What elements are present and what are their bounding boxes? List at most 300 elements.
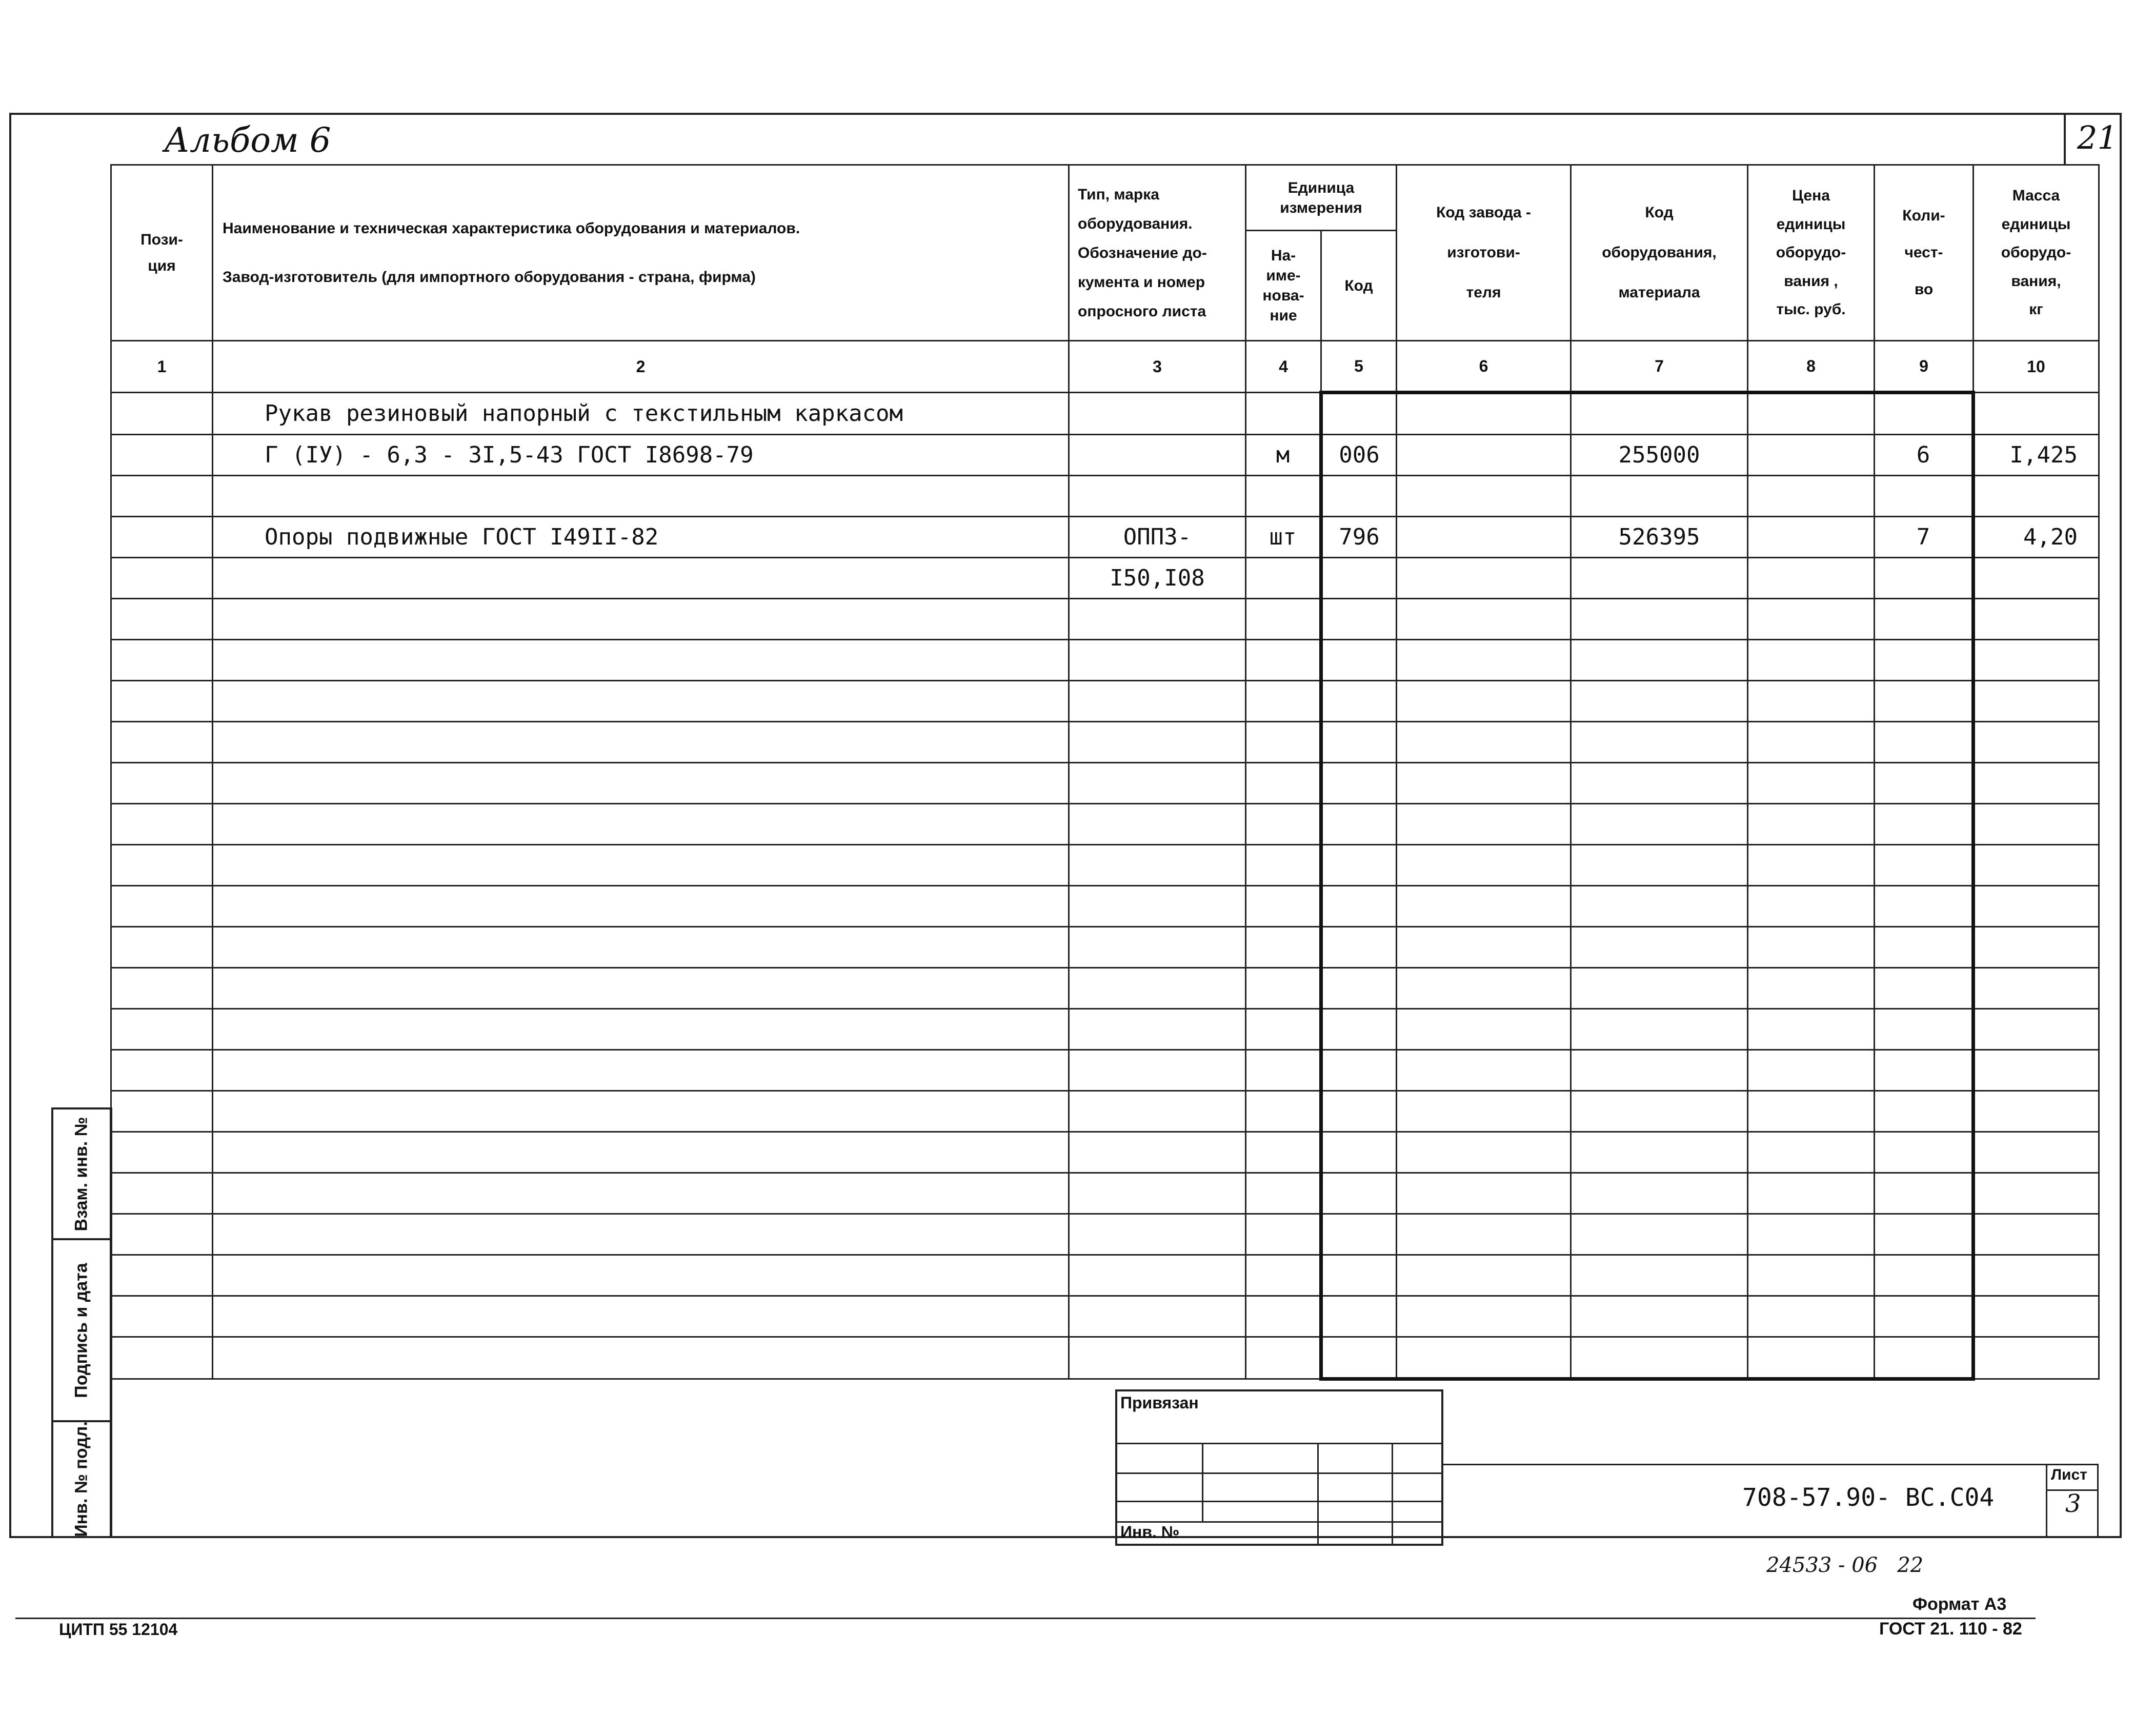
blank-row <box>111 886 2099 927</box>
blank-row <box>111 763 2099 804</box>
cell-mass <box>1974 763 2099 804</box>
cell-unit_code <box>1321 1214 1397 1255</box>
column-number: 8 <box>1748 341 1875 393</box>
cell-unit_code: 796 <box>1321 517 1397 558</box>
cell-name <box>213 1255 1069 1296</box>
cell-price <box>1748 763 1875 804</box>
column-number-row <box>111 341 2099 393</box>
cell-price <box>1748 681 1875 722</box>
cell-type <box>1069 435 1246 476</box>
cell-unit_name: шт <box>1246 517 1321 558</box>
cell-unit_code <box>1321 558 1397 599</box>
title-block-line <box>2097 1464 2099 1538</box>
column-number: 6 <box>1397 341 1571 393</box>
cell-name <box>213 1214 1069 1255</box>
cell-name <box>213 681 1069 722</box>
cell-mass <box>1974 845 2099 886</box>
cell-type <box>1069 1173 1246 1214</box>
blank-row <box>111 1296 2099 1337</box>
cell-factory_code <box>1397 1337 1571 1379</box>
cell-factory_code <box>1397 968 1571 1009</box>
cell-pos <box>111 476 213 517</box>
cell-pos <box>111 763 213 804</box>
cell-type <box>1069 845 1246 886</box>
cell-equipment_code <box>1571 681 1748 722</box>
cell-name <box>213 558 1069 599</box>
cell-unit_code <box>1321 476 1397 517</box>
cell-mass <box>1974 640 2099 681</box>
header-mass: Масса единицы оборудо- вания, кг <box>1974 165 2099 341</box>
cell-unit_code <box>1321 1009 1397 1050</box>
cell-equipment_code <box>1571 1132 1748 1173</box>
cell-unit_code: 006 <box>1321 435 1397 476</box>
cell-name <box>213 1091 1069 1132</box>
cell-unit_name <box>1246 763 1321 804</box>
side-cell-replacement <box>53 1109 110 1240</box>
cell-name: Рукав резиновый напорный с текстильным каркасом <box>213 393 1069 435</box>
cell-qty <box>1875 1296 1974 1337</box>
cell-factory_code <box>1397 1009 1571 1050</box>
cell-equipment_code <box>1571 845 1748 886</box>
cell-price <box>1748 886 1875 927</box>
cell-mass <box>1974 1009 2099 1050</box>
cell-type <box>1069 476 1246 517</box>
cell-type <box>1069 1132 1246 1173</box>
sheet-label: Лист <box>2051 1466 2087 1483</box>
cell-unit_code <box>1321 1050 1397 1091</box>
cell-unit_name <box>1246 1296 1321 1337</box>
cell-factory_code <box>1397 1214 1571 1255</box>
cell-mass <box>1974 927 2099 968</box>
cell-qty <box>1875 599 1974 640</box>
header-name <box>213 165 1069 341</box>
header-name-line2: Завод-изготовитель (для импортного оборудования - страна, фирма) <box>223 269 756 286</box>
cell-pos <box>111 1009 213 1050</box>
column-number: 1 <box>111 341 213 393</box>
cell-type: ОППЗ- <box>1069 517 1246 558</box>
cell-unit_name <box>1246 476 1321 517</box>
cell-equipment_code <box>1571 1214 1748 1255</box>
cell-qty <box>1875 1214 1974 1255</box>
cell-pos <box>111 1132 213 1173</box>
cell-mass <box>1974 1091 2099 1132</box>
cell-qty <box>1875 722 1974 763</box>
stamp-line <box>1317 1443 1319 1544</box>
cell-unit_name <box>1246 1091 1321 1132</box>
side-cell-original <box>53 1422 110 1536</box>
blank-row <box>111 845 2099 886</box>
cell-price <box>1748 927 1875 968</box>
cell-equipment_code <box>1571 1337 1748 1379</box>
cell-factory_code <box>1397 599 1571 640</box>
cell-qty <box>1875 886 1974 927</box>
header-unit: Единица измерения <box>1246 165 1397 231</box>
blank-row <box>111 1050 2099 1091</box>
cell-qty <box>1875 640 1974 681</box>
cell-name <box>213 1050 1069 1091</box>
column-number: 4 <box>1246 341 1321 393</box>
cell-name <box>213 722 1069 763</box>
cell-unit_code <box>1321 681 1397 722</box>
cell-equipment_code: 255000 <box>1571 435 1748 476</box>
cell-pos <box>111 1050 213 1091</box>
cell-name <box>213 927 1069 968</box>
cell-equipment_code <box>1571 640 1748 681</box>
cell-mass <box>1974 1337 2099 1379</box>
cell-qty: 6 <box>1875 435 1974 476</box>
cell-equipment_code <box>1571 968 1748 1009</box>
cell-price <box>1748 1009 1875 1050</box>
cell-unit_code <box>1321 886 1397 927</box>
blank-row <box>111 1255 2099 1296</box>
cell-type <box>1069 763 1246 804</box>
title-block-line <box>2046 1464 2047 1538</box>
cell-unit_code <box>1321 722 1397 763</box>
blank-row <box>111 681 2099 722</box>
cell-price <box>1748 1214 1875 1255</box>
cell-unit_code <box>1321 1091 1397 1132</box>
cell-name: Г (IУ) - 6,3 - 3I,5-43 ГОСТ I8698-79 <box>213 435 1069 476</box>
header-quantity: Коли- чест- во <box>1875 165 1974 341</box>
cell-pos <box>111 1091 213 1132</box>
cell-mass <box>1974 804 2099 845</box>
cell-name: Опоры подвижные ГОСТ I49II-82 <box>213 517 1069 558</box>
gost-label: ГОСТ 21. 110 - 82 <box>1879 1619 2022 1639</box>
column-number: 2 <box>213 341 1069 393</box>
header-type: Тип, марка оборудования. Обозначение до- кумента и номер опросного листа <box>1069 165 1246 341</box>
cell-mass <box>1974 886 2099 927</box>
cell-factory_code <box>1397 722 1571 763</box>
cell-equipment_code <box>1571 476 1748 517</box>
cell-mass <box>1974 393 2099 435</box>
cell-mass: I,425 <box>1974 435 2099 476</box>
cell-unit_code <box>1321 968 1397 1009</box>
cell-factory_code <box>1397 558 1571 599</box>
cell-unit_name <box>1246 1337 1321 1379</box>
attached-stamp <box>1115 1389 1443 1546</box>
cell-equipment_code: 526395 <box>1571 517 1748 558</box>
cell-qty: 7 <box>1875 517 1974 558</box>
cell-unit_code <box>1321 1173 1397 1214</box>
cell-price <box>1748 435 1875 476</box>
cell-type <box>1069 804 1246 845</box>
cell-pos <box>111 681 213 722</box>
cell-type <box>1069 886 1246 927</box>
cell-type <box>1069 599 1246 640</box>
cell-unit_name <box>1246 1255 1321 1296</box>
cell-equipment_code <box>1571 927 1748 968</box>
cell-unit_code <box>1321 845 1397 886</box>
cell-pos <box>111 927 213 968</box>
blank-row <box>111 722 2099 763</box>
cell-pos <box>111 886 213 927</box>
cell-equipment_code <box>1571 763 1748 804</box>
header-equipment-code: Код оборудования, материала <box>1571 165 1748 341</box>
cell-equipment_code <box>1571 1050 1748 1091</box>
table-row <box>111 393 2099 435</box>
cell-mass <box>1974 1050 2099 1091</box>
cell-type <box>1069 968 1246 1009</box>
cell-unit_code <box>1321 1132 1397 1173</box>
cell-price <box>1748 640 1875 681</box>
inventory-label: Инв. № <box>1120 1523 1180 1541</box>
blank-row <box>111 640 2099 681</box>
stamp-line <box>1202 1443 1203 1521</box>
cell-name <box>213 886 1069 927</box>
cell-qty <box>1875 558 1974 599</box>
cell-price <box>1748 968 1875 1009</box>
cell-unit_code <box>1321 640 1397 681</box>
cell-price <box>1748 558 1875 599</box>
cell-name <box>213 968 1069 1009</box>
blank-row <box>111 1214 2099 1255</box>
cell-mass <box>1974 681 2099 722</box>
sheet-number: 3 <box>2065 1489 2081 1518</box>
cell-factory_code <box>1397 1255 1571 1296</box>
cell-unit_name <box>1246 681 1321 722</box>
blank-row <box>111 968 2099 1009</box>
cell-mass <box>1974 722 2099 763</box>
cell-equipment_code <box>1571 1296 1748 1337</box>
cell-name <box>213 1296 1069 1337</box>
table-row <box>111 517 2099 558</box>
cell-unit_code <box>1321 1337 1397 1379</box>
cell-factory_code <box>1397 763 1571 804</box>
cell-qty <box>1875 1255 1974 1296</box>
cell-unit_name <box>1246 599 1321 640</box>
blank-row <box>111 599 2099 640</box>
cell-unit_name <box>1246 1214 1321 1255</box>
cell-unit_name <box>1246 968 1321 1009</box>
cell-equipment_code <box>1571 1009 1748 1050</box>
cell-factory_code <box>1397 1296 1571 1337</box>
cell-unit_code <box>1321 927 1397 968</box>
header-position: Пози- ция <box>111 165 213 341</box>
page-number-box <box>2064 114 2120 164</box>
document-designation: 708-57.90- ВС.С04 <box>1742 1483 1995 1512</box>
blank-row <box>111 927 2099 968</box>
blank-row <box>111 804 2099 845</box>
cell-unit_code <box>1321 599 1397 640</box>
cell-price <box>1748 517 1875 558</box>
cell-factory_code <box>1397 1132 1571 1173</box>
blank-row <box>111 1173 2099 1214</box>
cell-name <box>213 1009 1069 1050</box>
cell-unit_code <box>1321 393 1397 435</box>
table-row <box>111 558 2099 599</box>
side-label-original: Инв. № подл. <box>71 1421 91 1537</box>
cell-qty <box>1875 1173 1974 1214</box>
cell-factory_code <box>1397 517 1571 558</box>
cell-unit_name <box>1246 1050 1321 1091</box>
cell-factory_code <box>1397 640 1571 681</box>
cell-pos <box>111 845 213 886</box>
title-block-line <box>1443 1464 2098 1465</box>
cell-unit_name <box>1246 1132 1321 1173</box>
cell-equipment_code <box>1571 1173 1748 1214</box>
cell-unit_code <box>1321 1255 1397 1296</box>
cell-factory_code <box>1397 1050 1571 1091</box>
cell-name <box>213 763 1069 804</box>
header-unit-code: Код <box>1321 231 1397 341</box>
cell-type <box>1069 1214 1246 1255</box>
cell-name <box>213 599 1069 640</box>
cell-type <box>1069 1009 1246 1050</box>
cell-price <box>1748 1050 1875 1091</box>
footer-line <box>15 1618 2036 1619</box>
cell-unit_name <box>1246 804 1321 845</box>
header-price: Цена единицы оборудо- вания , тыс. руб. <box>1748 165 1875 341</box>
column-number: 5 <box>1321 341 1397 393</box>
cell-price <box>1748 1337 1875 1379</box>
cell-mass <box>1974 1173 2099 1214</box>
cell-factory_code <box>1397 886 1571 927</box>
cell-type: I50,I08 <box>1069 558 1246 599</box>
cell-factory_code <box>1397 1173 1571 1214</box>
cell-equipment_code <box>1571 886 1748 927</box>
header-unit-name: На- име- нова- ние <box>1246 231 1321 341</box>
cell-price <box>1748 804 1875 845</box>
table-row <box>111 476 2099 517</box>
attached-label: Привязан <box>1120 1394 1199 1412</box>
cell-price <box>1748 1132 1875 1173</box>
cell-type <box>1069 681 1246 722</box>
cell-type <box>1069 1091 1246 1132</box>
cell-equipment_code <box>1571 599 1748 640</box>
album-label: Альбом 6 <box>164 120 331 160</box>
cell-unit_name <box>1246 558 1321 599</box>
cell-mass <box>1974 558 2099 599</box>
cell-unit_code <box>1321 763 1397 804</box>
cell-pos <box>111 968 213 1009</box>
cell-price <box>1748 1296 1875 1337</box>
cell-equipment_code <box>1571 558 1748 599</box>
cell-equipment_code <box>1571 1255 1748 1296</box>
page-number: 21 <box>2077 119 2118 156</box>
cell-pos <box>111 1173 213 1214</box>
cell-mass <box>1974 599 2099 640</box>
column-number: 7 <box>1571 341 1748 393</box>
cell-pos <box>111 1255 213 1296</box>
cell-qty <box>1875 681 1974 722</box>
cell-name <box>213 1337 1069 1379</box>
blank-row <box>111 1132 2099 1173</box>
cell-equipment_code <box>1571 722 1748 763</box>
cell-type <box>1069 393 1246 435</box>
main-left-border <box>110 1107 112 1538</box>
column-number: 3 <box>1069 341 1246 393</box>
cell-price <box>1748 1255 1875 1296</box>
cell-qty <box>1875 845 1974 886</box>
cell-mass: 4,20 <box>1974 517 2099 558</box>
org-label: ЦИТП 55 12104 <box>59 1620 178 1639</box>
cell-pos <box>111 517 213 558</box>
cell-name <box>213 1173 1069 1214</box>
cell-qty <box>1875 393 1974 435</box>
side-label-signature: Подпись и дата <box>71 1262 91 1398</box>
cell-unit_name <box>1246 393 1321 435</box>
format-label: Формат А3 <box>1912 1594 2007 1614</box>
archive-number: 24533 - 06 22 <box>1766 1553 1924 1577</box>
cell-unit_name <box>1246 1173 1321 1214</box>
cell-pos <box>111 435 213 476</box>
cell-price <box>1748 1173 1875 1214</box>
specification-table <box>110 164 2100 1381</box>
cell-factory_code <box>1397 845 1571 886</box>
cell-price <box>1748 1091 1875 1132</box>
cell-equipment_code <box>1571 393 1748 435</box>
cell-pos <box>111 722 213 763</box>
side-stamp <box>51 1107 112 1538</box>
side-cell-signature <box>53 1240 110 1422</box>
cell-factory_code <box>1397 435 1571 476</box>
cell-unit_code <box>1321 1296 1397 1337</box>
cell-pos <box>111 1296 213 1337</box>
blank-row <box>111 1337 2099 1379</box>
header-name-line1: Наименование и техническая характеристика оборудования и материалов. <box>223 220 800 237</box>
cell-type <box>1069 1296 1246 1337</box>
cell-qty <box>1875 1050 1974 1091</box>
cell-unit_name <box>1246 722 1321 763</box>
cell-mass <box>1974 1214 2099 1255</box>
cell-name <box>213 640 1069 681</box>
cell-qty <box>1875 476 1974 517</box>
cell-type <box>1069 1337 1246 1379</box>
cell-unit_name <box>1246 927 1321 968</box>
cell-price <box>1748 393 1875 435</box>
cell-qty <box>1875 1009 1974 1050</box>
cell-pos <box>111 1337 213 1379</box>
header-row-1 <box>111 165 2099 231</box>
cell-type <box>1069 927 1246 968</box>
cell-factory_code <box>1397 476 1571 517</box>
cell-mass <box>1974 968 2099 1009</box>
cell-pos <box>111 393 213 435</box>
cell-mass <box>1974 476 2099 517</box>
cell-name <box>213 845 1069 886</box>
cell-factory_code <box>1397 393 1571 435</box>
cell-mass <box>1974 1132 2099 1173</box>
cell-factory_code <box>1397 804 1571 845</box>
cell-unit_name <box>1246 1009 1321 1050</box>
cell-type <box>1069 1255 1246 1296</box>
cell-name <box>213 804 1069 845</box>
cell-qty <box>1875 763 1974 804</box>
cell-price <box>1748 599 1875 640</box>
cell-pos <box>111 1214 213 1255</box>
side-label-replacement: Взам. инв. № <box>71 1116 91 1232</box>
cell-price <box>1748 845 1875 886</box>
blank-row <box>111 1009 2099 1050</box>
cell-unit_name <box>1246 886 1321 927</box>
cell-factory_code <box>1397 927 1571 968</box>
stamp-line <box>1392 1443 1393 1544</box>
cell-type <box>1069 1050 1246 1091</box>
cell-unit_code <box>1321 804 1397 845</box>
cell-unit_name <box>1246 845 1321 886</box>
cell-name <box>213 1132 1069 1173</box>
cell-factory_code <box>1397 681 1571 722</box>
cell-equipment_code <box>1571 1091 1748 1132</box>
cell-unit_name <box>1246 640 1321 681</box>
cell-mass <box>1974 1296 2099 1337</box>
cell-pos <box>111 599 213 640</box>
cell-equipment_code <box>1571 804 1748 845</box>
column-number: 10 <box>1974 341 2099 393</box>
cell-qty <box>1875 927 1974 968</box>
cell-price <box>1748 476 1875 517</box>
cell-qty <box>1875 1337 1974 1379</box>
